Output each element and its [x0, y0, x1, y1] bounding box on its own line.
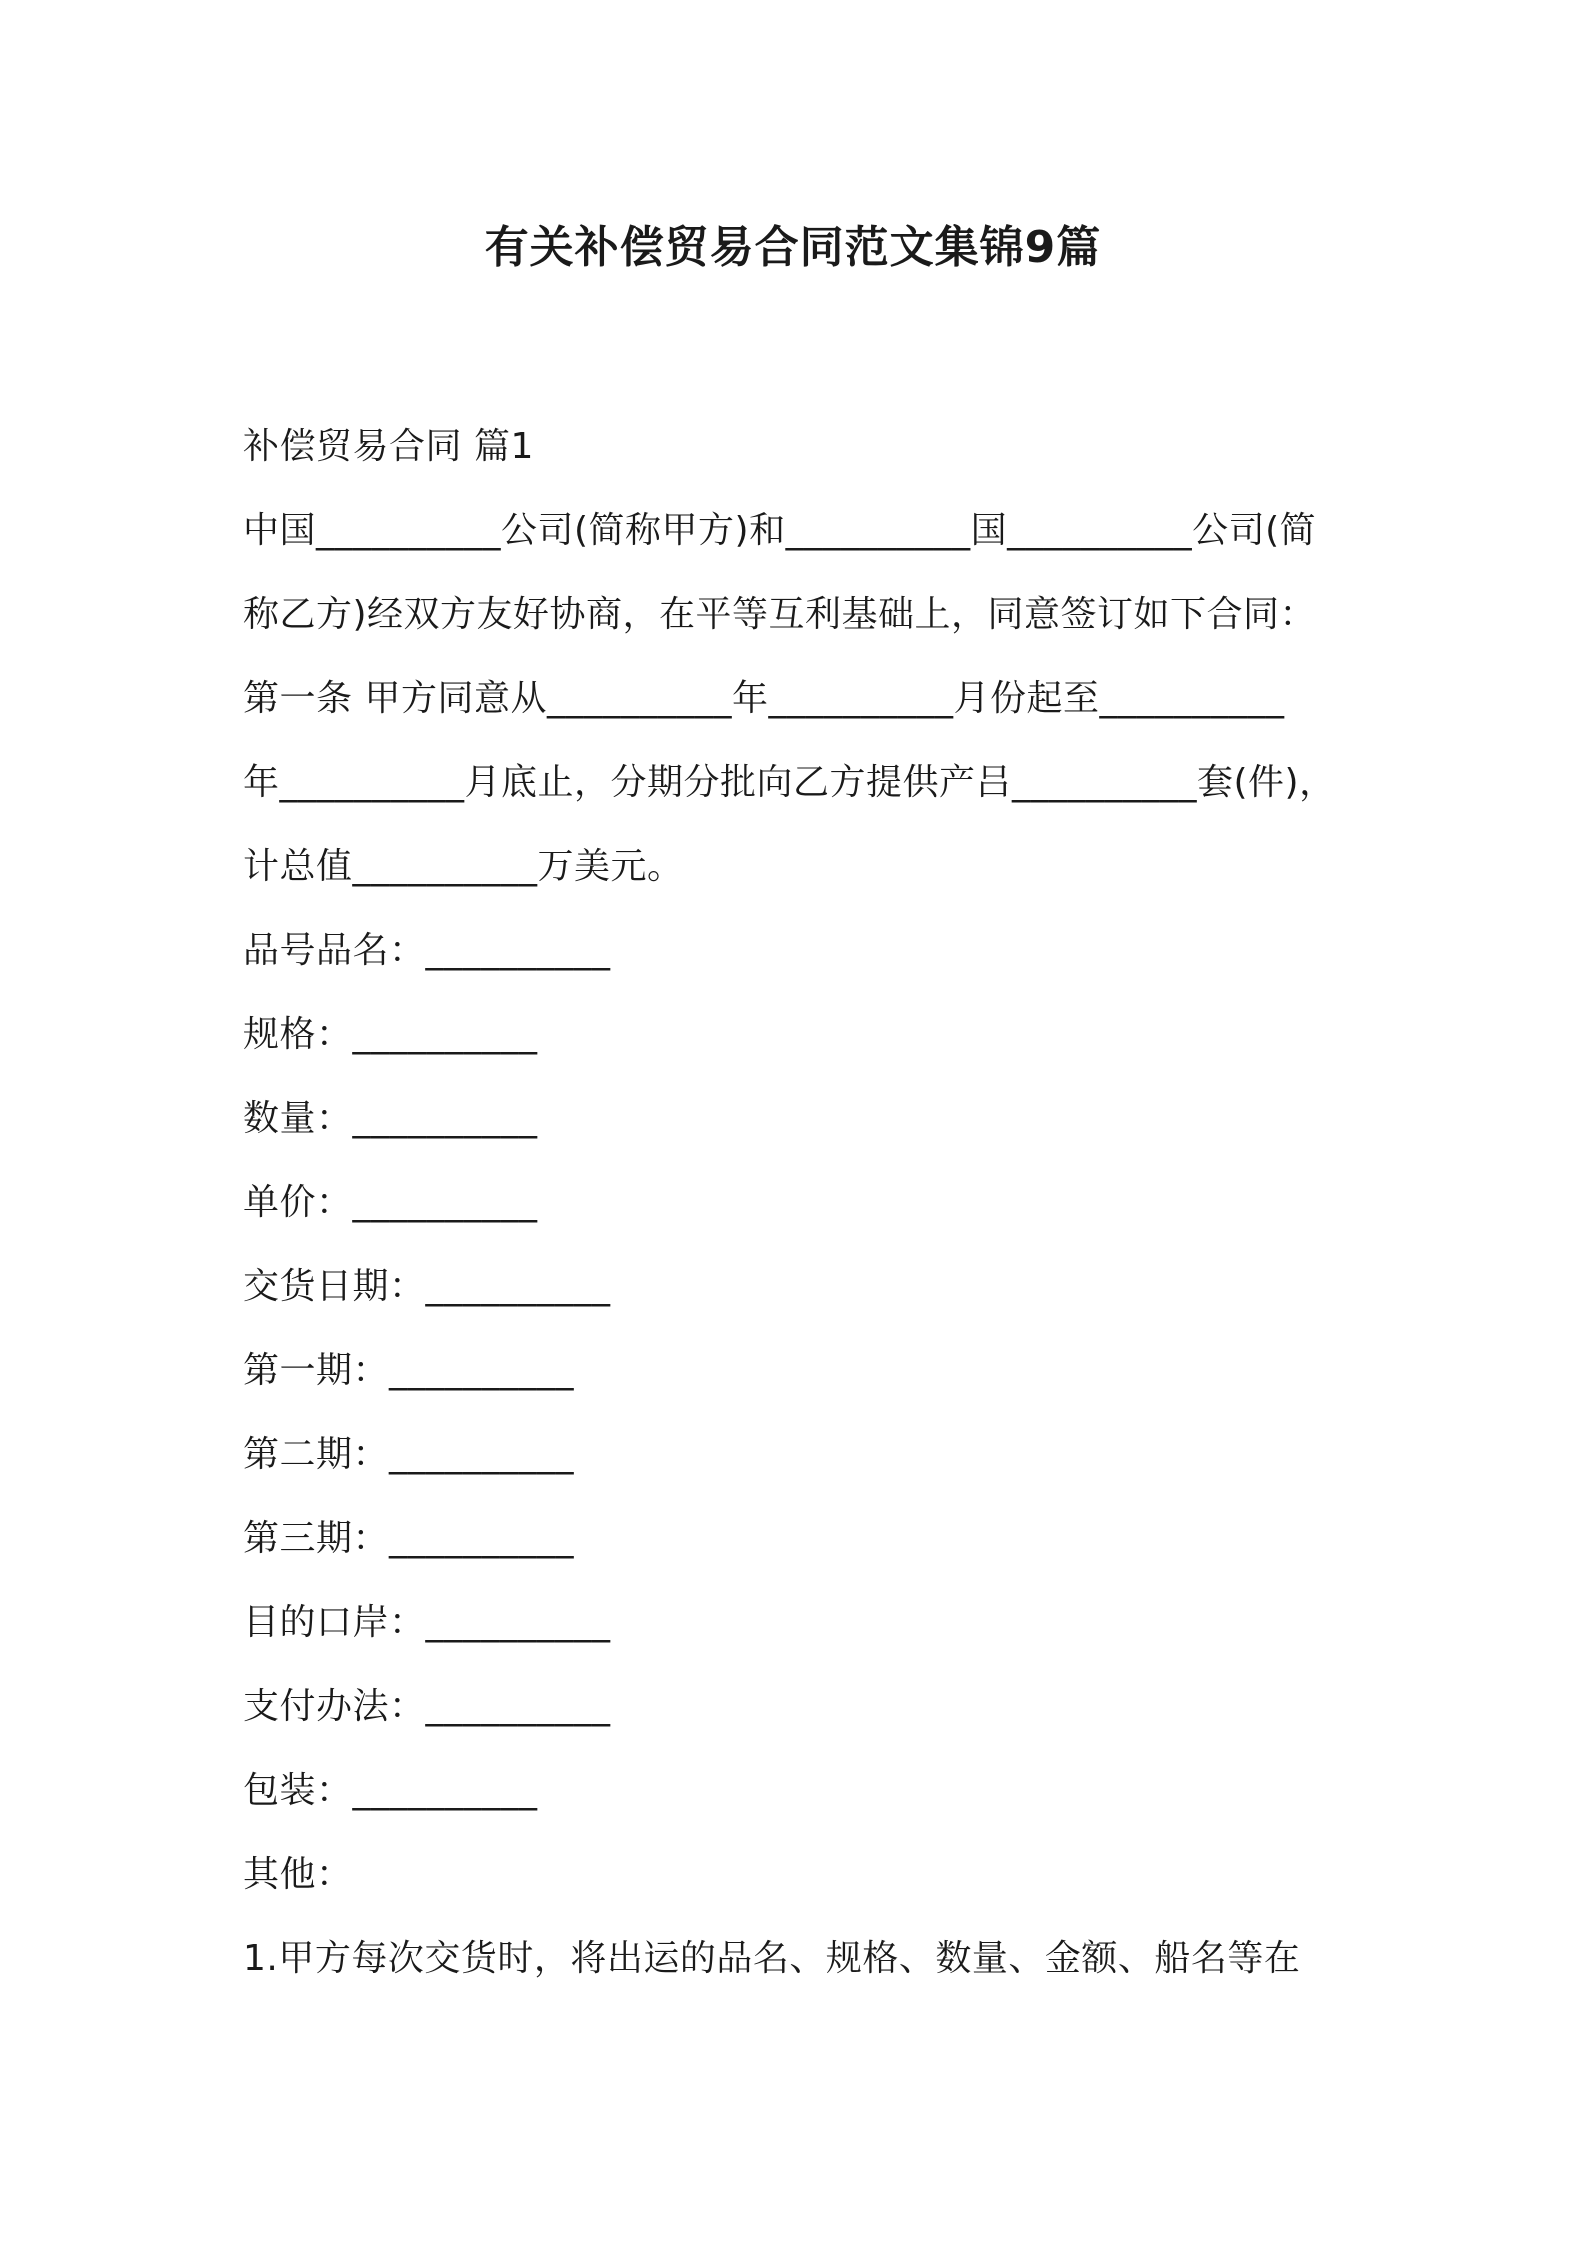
form-field-line: 包装：__________ — [243, 1770, 538, 1811]
form-field-line: 第二期：__________ — [243, 1434, 575, 1475]
form-field-line: 其他： — [243, 1854, 353, 1895]
form-field-line: 目的口岸：__________ — [243, 1602, 611, 1643]
form-field-line: 单价：__________ — [243, 1182, 538, 1223]
section-heading: 补偿贸易合同 篇1 — [243, 426, 534, 467]
paragraph-line: 称乙方)经双方友好协商，在平等互利基础上，同意签订如下合同： — [243, 594, 1317, 635]
form-field-line: 交货日期：__________ — [243, 1266, 611, 1307]
paragraph-line: 第一条 甲方同意从__________年__________月份起至__________ — [243, 678, 1285, 719]
paragraph-line: 计总值__________万美元。 — [243, 846, 684, 887]
form-field-line: 数量：__________ — [243, 1098, 538, 1139]
form-field-line: 支付办法：__________ — [243, 1686, 611, 1727]
document-title: 有关补偿贸易合同范文集锦9篇 — [484, 222, 1102, 273]
form-field-line: 第一期：__________ — [243, 1350, 575, 1391]
paragraph-line: 1.甲方每次交货时，将出运的品名、规格、数量、金额、船名等在 — [243, 1938, 1301, 1979]
form-field-line: 第三期：__________ — [243, 1518, 575, 1559]
paragraph-line: 年__________月底止，分期分批向乙方提供产吕__________套(件)， — [243, 762, 1336, 803]
form-field-line: 品号品名：__________ — [243, 930, 611, 971]
document-body — [243, 405, 1353, 2001]
paragraph-line: 中国__________公司(简称甲方)和__________国__________公司(简 — [243, 510, 1317, 551]
form-field-line: 规格：__________ — [243, 1014, 538, 1055]
